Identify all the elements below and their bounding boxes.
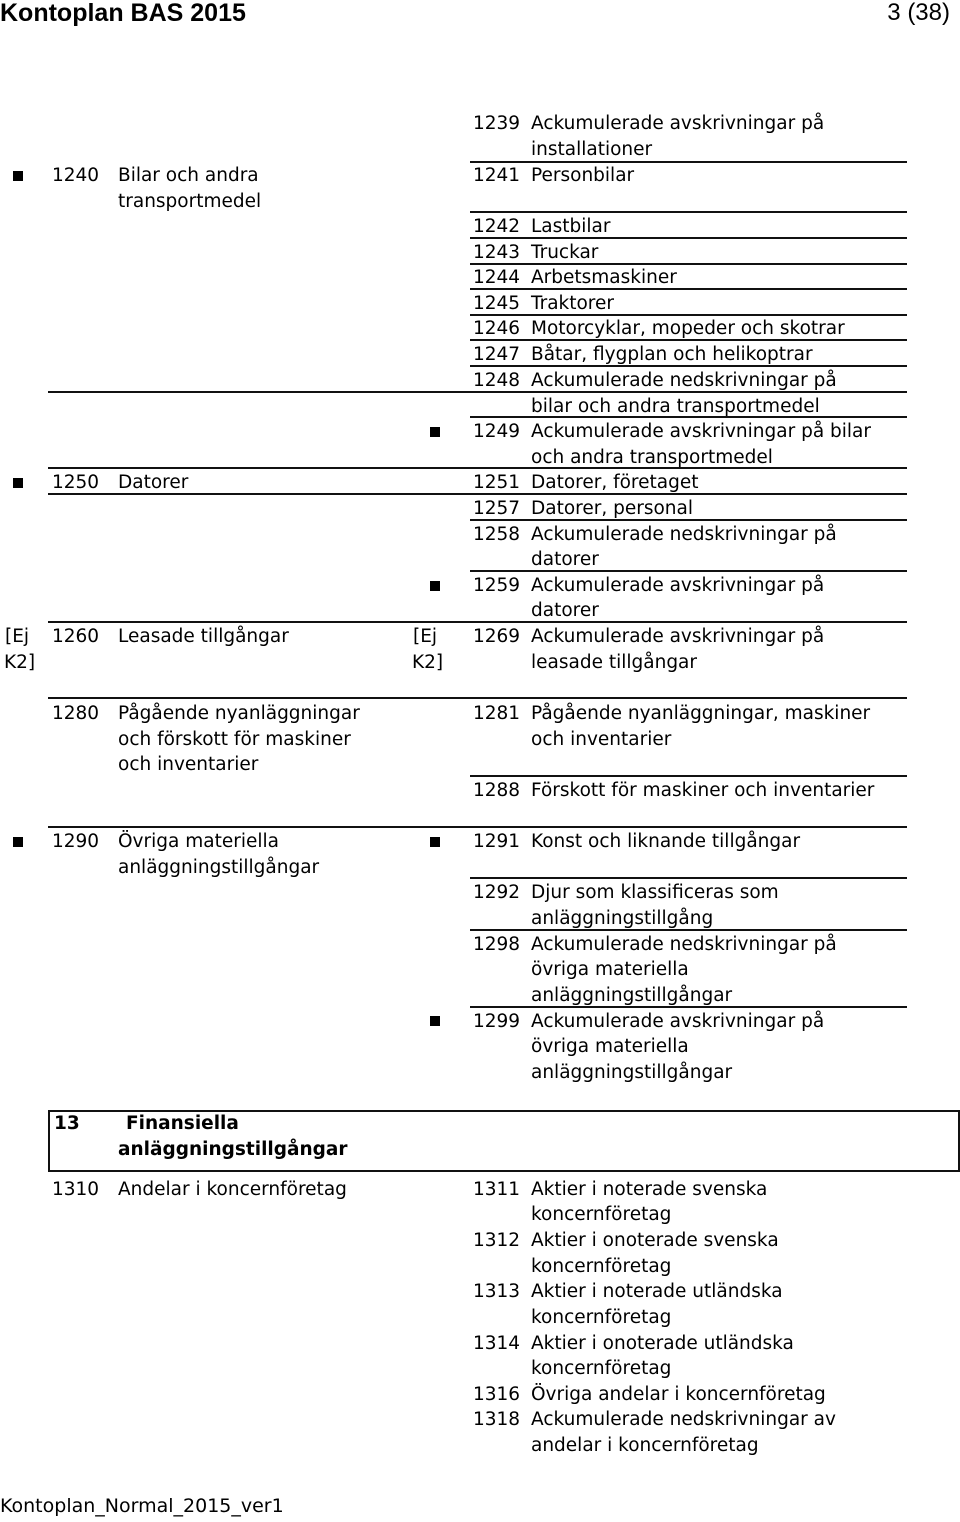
account-number: 1259 — [473, 575, 521, 596]
account-name: Ackumulerade avskrivningar på — [531, 575, 825, 596]
account-name: Ackumulerade nedskrivningar på — [531, 524, 837, 545]
account-number: 1281 — [473, 703, 521, 724]
account-name: Datorer, personal — [531, 498, 693, 519]
account-name: leasade tillgångar — [531, 652, 698, 673]
account-number: 1312 — [473, 1230, 521, 1251]
group-name: Övriga materiella — [118, 831, 279, 852]
group-number: 1260 — [52, 626, 100, 647]
group-name: Bilar och andra — [118, 165, 259, 186]
row-divider — [470, 211, 907, 213]
group-number: 1280 — [52, 703, 100, 724]
account-name: Ackumulerade nedskrivningar på — [531, 370, 837, 391]
account-name: Ackumulerade nedskrivningar på — [531, 934, 837, 955]
section-title: anläggningstillgångar — [118, 1139, 348, 1160]
account-name: Lastbilar — [531, 216, 611, 237]
account-number: 1249 — [473, 421, 521, 442]
account-number: 1239 — [473, 113, 521, 134]
account-number: 1244 — [473, 267, 521, 288]
k2-note: K2] — [412, 652, 444, 673]
group-name: Andelar i koncernföretag — [118, 1179, 347, 1200]
account-name: Personbilar — [531, 165, 635, 186]
row-divider — [48, 467, 907, 469]
account-number: 1246 — [473, 318, 521, 339]
group-number: 1250 — [52, 472, 100, 493]
account-number: 1247 — [473, 344, 521, 365]
account-name: och inventarier — [531, 729, 672, 750]
account-number: 1242 — [473, 216, 521, 237]
account-name: Båtar, flygplan och helikoptrar — [531, 344, 813, 365]
account-name: Aktier i onoterade svenska — [531, 1230, 779, 1251]
footer-filename: Kontoplan_Normal_2015_ver1 — [0, 1495, 284, 1517]
account-name: koncernföretag — [531, 1307, 672, 1328]
row-divider — [470, 877, 907, 879]
marker-icon — [13, 837, 23, 847]
account-name: Övriga andelar i koncernföretag — [531, 1384, 826, 1405]
account-name: anläggningstillgångar — [531, 1062, 733, 1083]
account-name: Ackumulerade avskrivningar på — [531, 626, 825, 647]
account-name: Motorcyklar, mopeder och skotrar — [531, 318, 845, 339]
account-number: 1291 — [473, 831, 521, 852]
row-divider — [48, 826, 907, 828]
marker-icon — [13, 478, 23, 488]
account-number: 1299 — [473, 1011, 521, 1032]
account-name: Aktier i noterade svenska — [531, 1179, 768, 1200]
account-name: bilar och andra transportmedel — [531, 396, 820, 417]
account-name: Förskott för maskiner och inventarier — [531, 780, 875, 801]
account-number: 1292 — [473, 882, 521, 903]
account-name: Ackumulerade avskrivningar på bilar — [531, 421, 872, 442]
k2-note: [Ej — [5, 626, 30, 647]
account-number: 1269 — [473, 626, 521, 647]
account-name: koncernföretag — [531, 1358, 672, 1379]
account-name: andelar i koncernföretag — [531, 1435, 759, 1456]
account-name: koncernföretag — [531, 1256, 672, 1277]
marker-icon — [430, 837, 440, 847]
account-number: 1311 — [473, 1179, 521, 1200]
row-divider — [48, 697, 907, 699]
account-number: 1241 — [473, 165, 521, 186]
account-name: anläggningstillgång — [531, 908, 714, 929]
account-name: Pågående nyanläggningar, maskiner — [531, 703, 871, 724]
group-number: 1240 — [52, 165, 100, 186]
row-divider — [48, 621, 907, 623]
account-name: Ackumulerade avskrivningar på — [531, 113, 825, 134]
account-name: övriga materiella — [531, 959, 689, 980]
section-number: 13 — [54, 1113, 80, 1134]
account-number: 1243 — [473, 242, 521, 263]
page-number: 3 (38) — [887, 0, 950, 26]
account-name: anläggningstillgångar — [531, 985, 733, 1006]
marker-icon — [430, 427, 440, 437]
account-name: Aktier i onoterade utländska — [531, 1333, 794, 1354]
group-name: transportmedel — [118, 191, 262, 212]
group-number: 1290 — [52, 831, 100, 852]
account-name: Ackumulerade avskrivningar på — [531, 1011, 825, 1032]
account-number: 1257 — [473, 498, 521, 519]
group-name: Datorer — [118, 472, 189, 493]
account-name: och andra transportmedel — [531, 447, 773, 468]
account-number: 1314 — [473, 1333, 521, 1354]
marker-icon — [430, 1016, 440, 1026]
group-name: anläggningstillgångar — [118, 857, 320, 878]
account-number: 1318 — [473, 1409, 521, 1430]
account-name: installationer — [531, 139, 653, 160]
account-name: datorer — [531, 600, 599, 621]
account-name: koncernföretag — [531, 1204, 672, 1225]
page-title: Kontoplan BAS 2015 — [0, 0, 246, 27]
account-name: Ackumulerade nedskrivningar av — [531, 1409, 836, 1430]
account-name: övriga materiella — [531, 1036, 689, 1057]
account-name: Djur som klassificeras som — [531, 882, 779, 903]
account-number: 1245 — [473, 293, 521, 314]
account-number: 1313 — [473, 1281, 521, 1302]
group-name: Leasade tillgångar — [118, 626, 289, 647]
account-name: Datorer, företaget — [531, 472, 699, 493]
account-number: 1316 — [473, 1384, 521, 1405]
group-name: och förskott för maskiner — [118, 729, 351, 750]
account-number: 1258 — [473, 524, 521, 545]
marker-icon — [13, 171, 23, 181]
account-number: 1248 — [473, 370, 521, 391]
account-number: 1251 — [473, 472, 521, 493]
group-name: och inventarier — [118, 754, 259, 775]
account-name: datorer — [531, 549, 599, 570]
k2-note: K2] — [4, 652, 36, 673]
section-title: Finansiella — [126, 1113, 239, 1134]
account-name: Konst och liknande tillgångar — [531, 831, 801, 852]
row-divider — [470, 775, 907, 777]
group-name: Pågående nyanläggningar — [118, 703, 360, 724]
account-name: Truckar — [531, 242, 599, 263]
account-number: 1288 — [473, 780, 521, 801]
k2-note: [Ej — [413, 626, 438, 647]
marker-icon — [430, 581, 440, 591]
account-number: 1298 — [473, 934, 521, 955]
account-name: Aktier i noterade utländska — [531, 1281, 783, 1302]
account-name: Arbetsmaskiner — [531, 267, 677, 288]
account-name: Traktorer — [531, 293, 614, 314]
group-number: 1310 — [52, 1179, 100, 1200]
